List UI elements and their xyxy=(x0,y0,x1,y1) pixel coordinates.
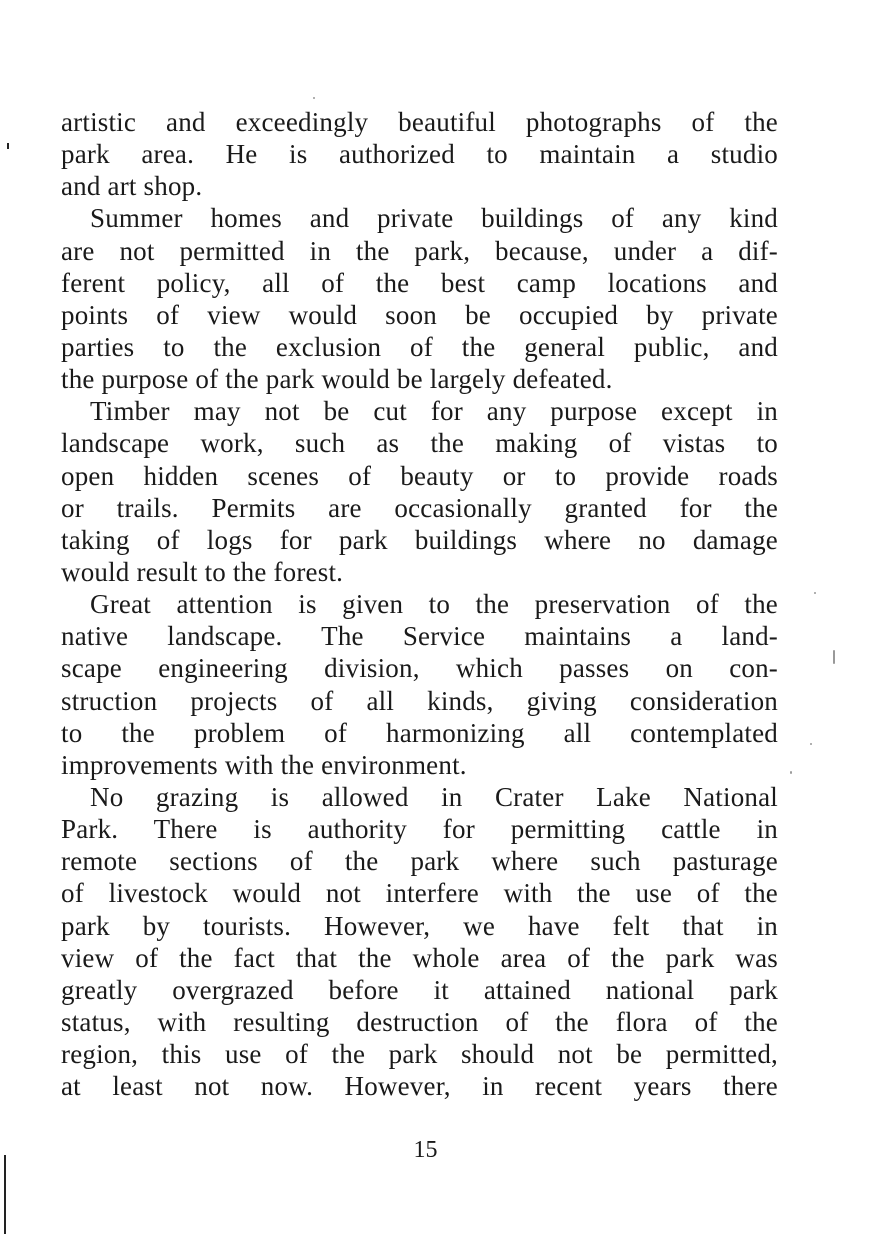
page-number: 15 xyxy=(413,1137,438,1163)
scan-speck xyxy=(790,771,792,774)
text-line: improvements with the environment. xyxy=(61,749,467,780)
paragraph xyxy=(61,781,778,1102)
text-line: greatly overgrazed before it attained national park xyxy=(61,974,778,1005)
text-line: at least not now. However, in recent years there xyxy=(61,1071,778,1102)
text-line: landscape work, such as the making of vistas to xyxy=(61,428,778,459)
text-line: Great attention is given to the preservation of the xyxy=(90,589,778,620)
text-line: Park. There is authority for permitting cattle in xyxy=(61,814,778,845)
text-line: Summer homes and private buildings of any kind xyxy=(90,203,778,234)
text-line: view of the fact that the whole area of the park was xyxy=(61,942,778,973)
left-edge-mark xyxy=(7,143,9,149)
text-line: would result to the forest. xyxy=(61,556,344,587)
scan-speck xyxy=(313,97,315,99)
paragraph xyxy=(61,202,778,395)
text-line: points of view would soon be occupied by private xyxy=(61,299,778,330)
text-line: struction projects of all kinds, giving consideration xyxy=(61,685,778,716)
text-line: remote sections of the park where such pasturage xyxy=(61,846,778,877)
scan-speck xyxy=(810,743,812,745)
text-line: open hidden scenes of beauty or to provide roads xyxy=(61,460,778,491)
paragraph xyxy=(61,588,778,781)
text-line: region, this use of the park should not be permitted, xyxy=(61,1039,778,1070)
text-line: scape engineering division, which passes on con- xyxy=(61,653,778,684)
text-line: ferent policy, all of the best camp locations and xyxy=(61,267,778,298)
scan-speck xyxy=(814,592,816,594)
text-line: park area. He is authorized to maintain a studio xyxy=(61,139,778,170)
text-line: artistic and exceedingly beautiful photographs of the xyxy=(61,107,778,137)
text-line: or trails. Permits are occasionally granted for the xyxy=(61,492,778,523)
paragraph xyxy=(61,395,778,588)
text-line: park by tourists. However, we have felt that in xyxy=(61,910,778,941)
text-line: parties to the exclusion of the general public, and xyxy=(61,331,778,362)
text-line: status, with resulting destruction of the flora of the xyxy=(61,1006,778,1037)
text-line: No grazing is allowed in Crater Lake National xyxy=(90,781,778,812)
text-line: the purpose of the park would be largely defeated. xyxy=(61,364,613,395)
text-line: native landscape. The Service maintains a land- xyxy=(61,621,778,652)
text-line: taking of logs for park buildings where no damage xyxy=(61,524,778,555)
scan-speck xyxy=(833,650,835,664)
text-line: Timber may not be cut for any purpose except in xyxy=(90,396,778,427)
text-line: are not permitted in the park, because, under a dif- xyxy=(61,235,778,266)
body-text xyxy=(61,106,778,1102)
text-line: of livestock would not interfere with the use of the xyxy=(61,878,778,909)
text-line: to the problem of harmonizing all contemplated xyxy=(61,717,778,748)
paragraph xyxy=(61,106,778,202)
binding-edge-line xyxy=(4,1155,6,1234)
text-line: and art shop. xyxy=(61,171,203,202)
